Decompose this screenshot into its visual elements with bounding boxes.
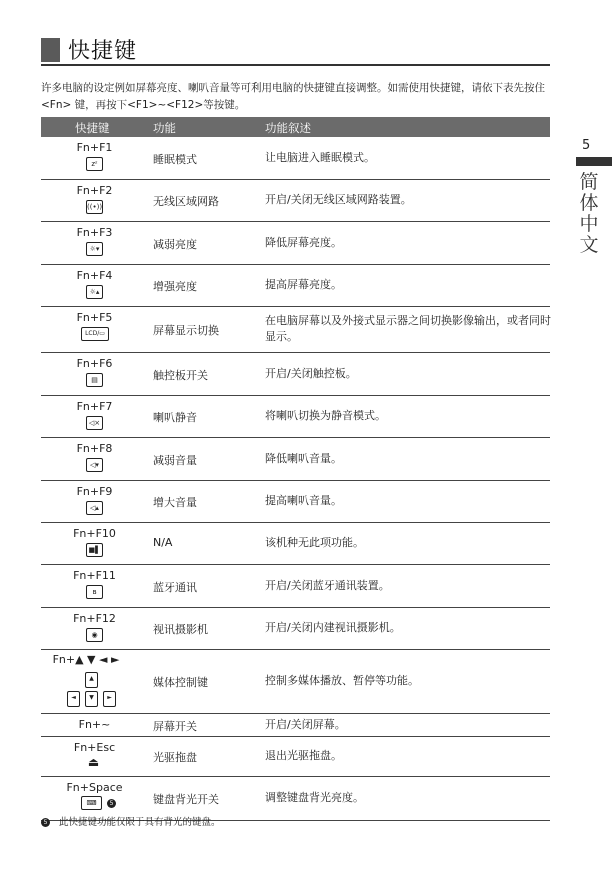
function-description: 开启/关闭内建视讯摄影机。 — [265, 621, 401, 634]
eject-icon: ⏏ — [87, 755, 100, 769]
hotkey-label: Fn+F7 — [76, 400, 113, 413]
sidebar-language: 简体中文 — [579, 171, 599, 256]
function-name: 视讯摄影机 — [153, 623, 208, 636]
title-rule — [41, 64, 550, 66]
table-row — [41, 565, 550, 608]
header-description: 功能叙述 — [265, 121, 311, 135]
table-row — [41, 137, 550, 180]
sleep-icon: zᶻ — [86, 157, 103, 171]
hotkey-label: Fn+Esc — [73, 741, 116, 754]
function-name: N/A — [153, 536, 173, 549]
wireless-icon: ((•)) — [86, 200, 103, 214]
media-left-key: ◄ — [67, 691, 80, 707]
function-description: 开启/关闭屏幕。 — [265, 718, 346, 731]
hotkey-label: Fn+▲ ▼ ◄ ► — [52, 653, 120, 666]
touchpad-icon: ▤ — [86, 373, 103, 387]
hotkey-label: Fn+F4 — [76, 269, 113, 282]
hotkey-label: Fn+F6 — [76, 357, 113, 370]
table-header — [41, 117, 550, 137]
table-row — [41, 307, 550, 353]
title-marker — [41, 38, 60, 62]
function-name: 触控板开关 — [153, 369, 208, 382]
hotkey-label: Fn+F3 — [76, 226, 113, 239]
hotkey-label: Fn+F8 — [76, 442, 113, 455]
function-description: 降低喇叭音量。 — [265, 452, 342, 465]
table-row — [41, 737, 550, 777]
table-row — [41, 265, 550, 307]
mute-icon: ◁× — [86, 416, 103, 430]
footnote-marker-ref: 5 — [107, 799, 116, 808]
table-row — [41, 438, 550, 481]
header-hotkey: 快捷键 — [75, 121, 110, 135]
header-function: 功能 — [153, 121, 176, 135]
table-row — [41, 523, 550, 565]
function-name: 键盘背光开关 — [153, 793, 219, 806]
brightness-up-icon: ☼▴ — [86, 285, 103, 299]
volume-up-icon: ◁▴ — [86, 501, 103, 515]
sidebar-bar — [576, 157, 612, 166]
hotkey-label: Fn+~ — [78, 718, 111, 731]
function-name: 屏幕显示切换 — [153, 324, 219, 337]
table-row — [41, 714, 550, 737]
media-up-key: ▲ — [85, 672, 98, 688]
function-description: 开启/关闭无线区域网路装置。 — [265, 193, 412, 206]
volume-down-icon: ◁▾ — [86, 458, 103, 472]
function-name: 增强亮度 — [153, 280, 197, 293]
hotkey-label: Fn+F11 — [73, 569, 116, 582]
page-number: 5 — [582, 138, 591, 153]
function-description: 调整键盘背光亮度。 — [265, 791, 364, 804]
bluetooth-icon: ʙ — [86, 585, 103, 599]
signal-icon: ■▌ — [86, 543, 103, 557]
function-description: 在电脑屏幕以及外接式显示器之间切换影像输出，或者同时显示。 — [265, 314, 551, 343]
media-down-key: ▼ — [85, 691, 98, 707]
function-name: 蓝牙通讯 — [153, 581, 197, 594]
function-name: 减弱音量 — [153, 454, 197, 467]
function-name: 睡眠模式 — [153, 153, 197, 166]
function-description: 该机种无此项功能。 — [265, 536, 364, 549]
function-description: 开启/关闭触控板。 — [265, 367, 357, 380]
hotkey-label: Fn+F9 — [76, 485, 113, 498]
hotkey-label: Fn+F5 — [76, 311, 113, 324]
function-description: 退出光驱拖盘。 — [265, 749, 342, 762]
function-description: 降低屏幕亮度。 — [265, 236, 342, 249]
function-name: 媒体控制键 — [153, 676, 208, 689]
hotkey-label: Fn+F1 — [76, 141, 113, 154]
function-description: 让电脑进入睡眠模式。 — [265, 151, 375, 164]
function-name: 光驱拖盘 — [153, 751, 197, 764]
table-row — [41, 481, 550, 523]
hotkey-label: Fn+F10 — [73, 527, 116, 540]
intro-text: 许多电脑的设定例如屏幕亮度、喇叭音量等可利用电脑的快捷键直接调整。如需使用快捷键，请依下表先按住 <Fn> 键，再按下<F1>~<F12>等按键。 — [41, 82, 545, 111]
table-row — [41, 396, 550, 438]
function-name: 屏幕开关 — [153, 720, 197, 733]
function-name: 喇叭静音 — [153, 411, 197, 424]
table-row — [41, 608, 550, 650]
display-switch-icon: LCD/▭ — [81, 327, 109, 341]
footnote-text: 此快捷键功能仅限于具有背光的键盘。 — [59, 817, 221, 828]
camera-icon: ◉ — [86, 628, 103, 642]
function-name: 无线区域网路 — [153, 195, 219, 208]
hotkey-label: Fn+F12 — [73, 612, 116, 625]
hotkey-label: Fn+F2 — [76, 184, 113, 197]
brightness-down-icon: ☼▾ — [86, 242, 103, 256]
function-name: 减弱亮度 — [153, 238, 197, 251]
footnote — [41, 814, 221, 828]
hotkey-label: Fn+Space — [66, 781, 123, 794]
keyboard-backlight-icon: ⌨ — [81, 796, 102, 810]
page-title: 快捷键 — [68, 39, 138, 64]
function-description: 控制多媒体播放、暂停等功能。 — [265, 674, 419, 687]
table-row — [41, 353, 550, 396]
table-row — [41, 650, 550, 714]
table-row — [41, 222, 550, 265]
media-right-key: ► — [103, 691, 116, 707]
table-row — [41, 180, 550, 222]
function-description: 提高屏幕亮度。 — [265, 278, 342, 291]
function-name: 增大音量 — [153, 496, 197, 509]
function-description: 将喇叭切换为静音模式。 — [265, 409, 386, 422]
function-description: 提高喇叭音量。 — [265, 494, 342, 507]
function-description: 开启/关闭蓝牙通讯装置。 — [265, 579, 390, 592]
footnote-marker: 5 — [41, 818, 50, 827]
